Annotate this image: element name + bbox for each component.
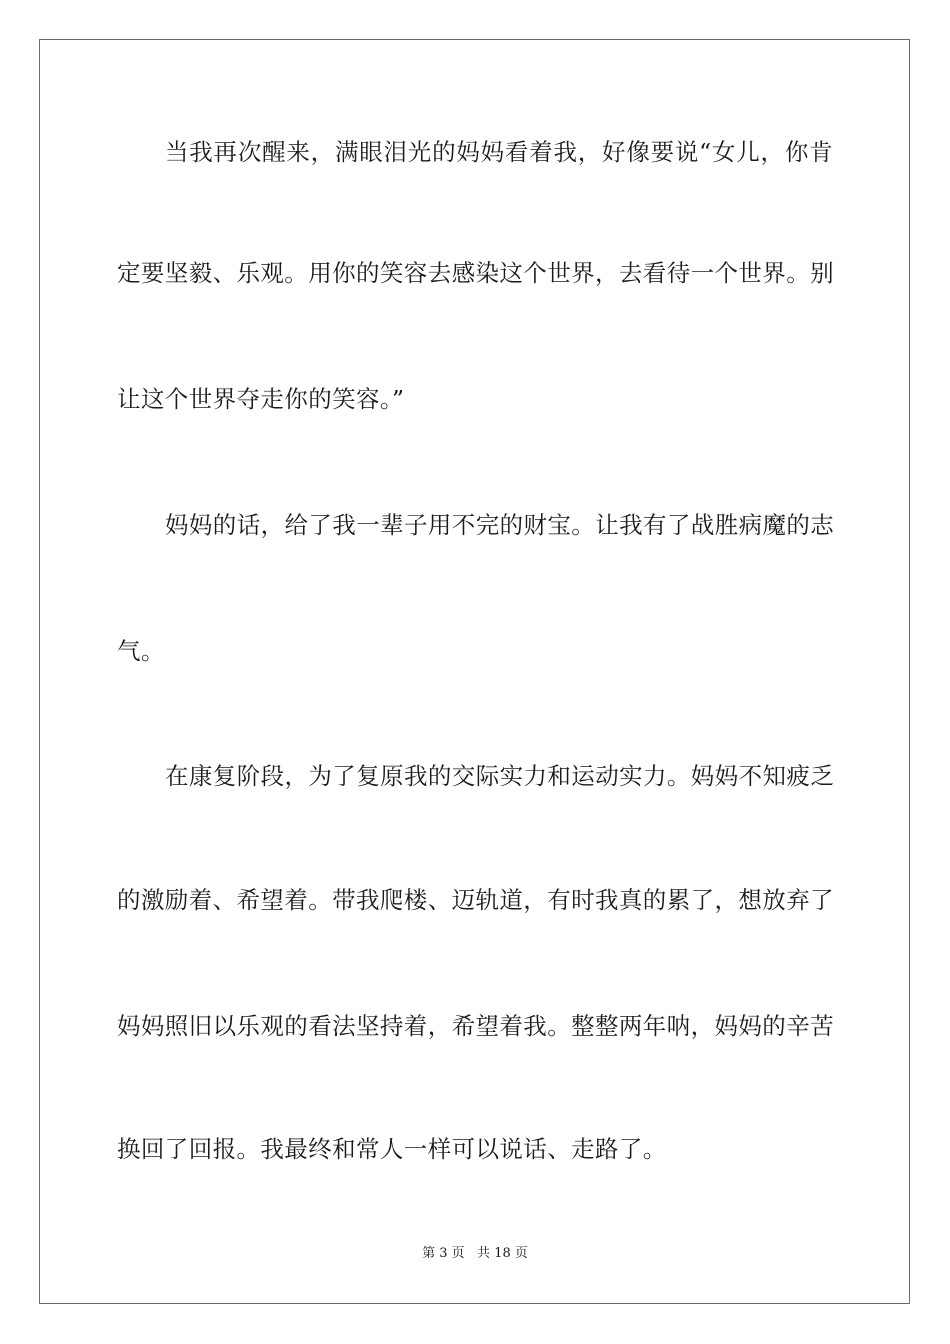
text-line: 妈妈的话，给了我一辈子用不完的财宝。让我有了战胜病魔的志 (165, 511, 835, 539)
text-line: 妈妈照旧以乐观的看法坚持着，希望着我。整整两年呐，妈妈的辛苦 (117, 1012, 834, 1040)
page-number-footer: 第 3 页 共 18 页 (422, 1246, 528, 1261)
text-line: 让这个世界夺走你的笑容。” (117, 385, 405, 413)
text-line: 换回了回报。我最终和常人一样可以说话、走路了。 (117, 1135, 667, 1163)
text-line: 气。 (117, 637, 165, 665)
text-line: 当我再次醒来，满眼泪光的妈妈看着我，好像要说“女儿，你肯 (165, 138, 833, 166)
text-line: 在康复阶段，为了复原我的交际实力和运动实力。妈妈不知疲乏 (165, 762, 835, 790)
page-border (39, 39, 910, 1304)
text-line: 的激励着、希望着。带我爬楼、迈轨道，有时我真的累了，想放弃了 (117, 886, 834, 914)
text-line: 定要坚毅、乐观。用你的笑容去感染这个世界，去看待一个世界。别 (117, 259, 834, 287)
